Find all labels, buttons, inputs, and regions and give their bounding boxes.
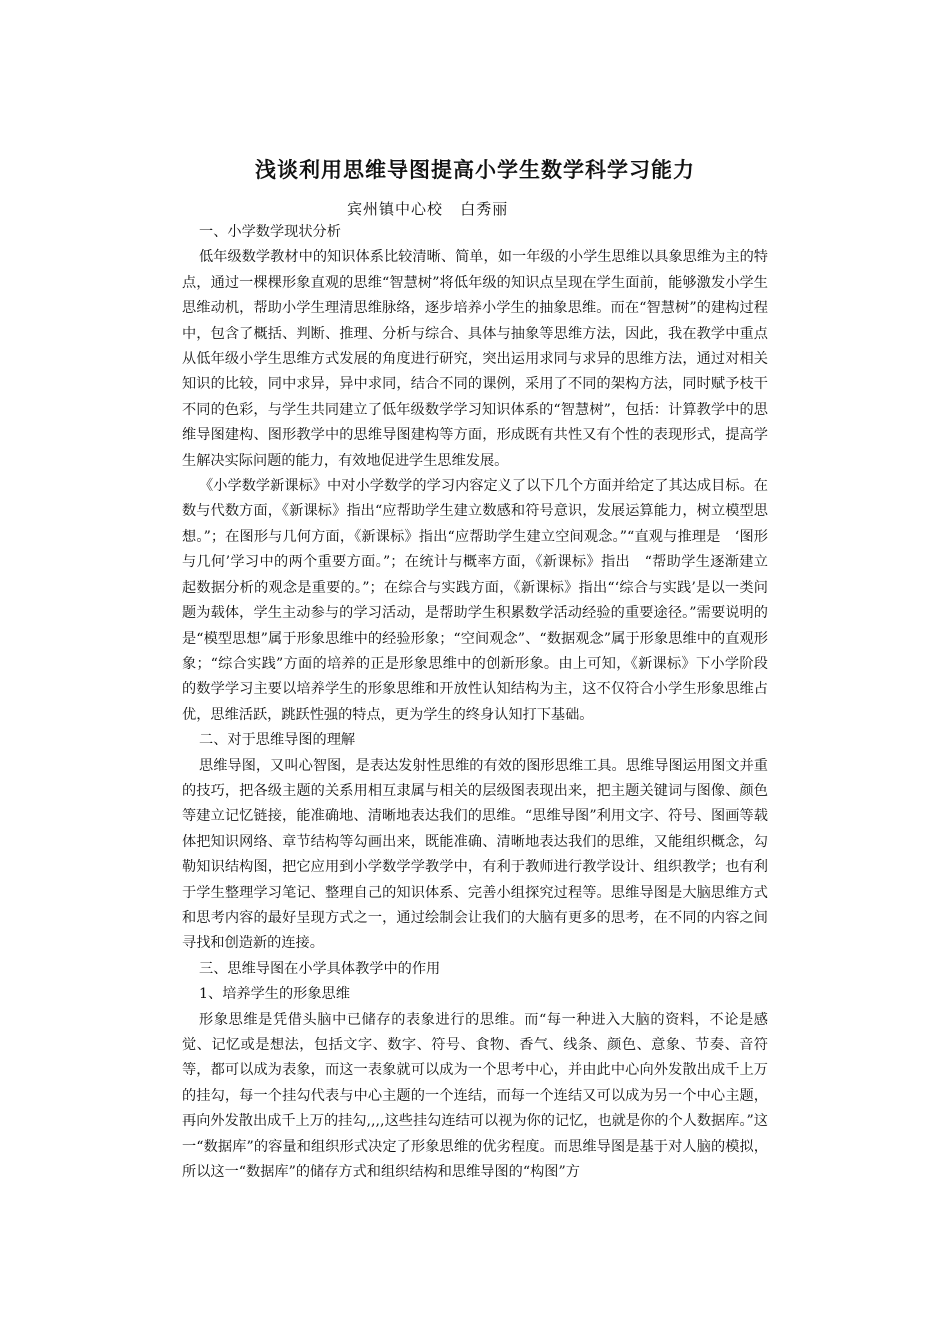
document-title: 浅谈利用思维导图提高小学生数学科学习能力 — [255, 158, 695, 182]
section-heading: 三、思维导图在小学具体教学中的作用 — [199, 960, 441, 977]
section-heading: 二、对于思维导图的理解 — [199, 732, 356, 749]
paragraph: 思维导图，又叫心智图，是表达发射性思维的有效的图形思维工具。思维导图运用图文并重的技巧，把各级主题的关系用相互隶属与相关的层级图表现出来，把主题关键词与图像、颜色等建立记忆链接，能准确地、清晰地表达我们的思维。“思维导图”利用文字、符号、图画等载体把知识网络、章节结构等勾画出来，既能准确、清晰地表达我们的思维，又能组织概念，勾勒知识结构图，把它应用到小学数学学教学中，有利于教师进行教学设计、组织教学；也有利于学生整理学习笔记、整理自己的知识体系、完善小组探究过程等。思维导图是大脑思维方式和思考内容的最好呈现方式之一，通过绘制会让我们的大脑有更多的思考，在不同的内容之间寻找和创造新的连接。 — [182, 757, 768, 952]
paragraph: 低年级数学教材中的知识体系比较清晰、简单，如一年级的小学生思维以具象思维为主的特点，通过一棵棵形象直观的思维“智慧树”将低年级的知识点呈现在学生面前，能够激发小学生思维动机，帮助小学生理清思维脉络，逐步培养小学生的抽象思维。而在“智慧树”的建构过程中，包含了概括、判断、推理、分析与综合、具体与抽象等思维方法，因此，我在教学中重点从低年级小学生思维方式发展的角度进行研究，突出运用求同与求异的思维方法，通过对相关知识的比较，同中求异，异中求同，结合不同的课例，采用了不同的架构方法，同时赋予枝干不同的色彩，与学生共同建立了低年级数学学习知识体系的“智慧树”，包括：计算教学中的思维导图建构、图形教学中的思维导图建构等方面，形成既有共性又有个性的表现形式，提高学生解决实际问题的能力，有效地促进学生思维发展。 — [182, 249, 768, 469]
section-heading: 一、小学数学现状分析 — [199, 224, 341, 240]
paragraph: 《小学数学新课标》中对小学数学的学习内容定义了以下几个方面并给定了其达成目标。在数与代数方面，《新课标》指出“应帮助学生建立数感和符号意识，发展运算能力，树立模型思想。”；在图形与几何方面，《新课标》指出“应帮助学生建立空间观念。”“直观与推理是 ‘图形与几何’学习中的两个重要方面。”；在统计与概率方面，《新课标》指出 “帮助学生逐渐建立起数据分析的观念是重要的。”；在综合与实践方面，《新课标》指出“‘综合与实践’是以一类问题为载体，学生主动参与的学习活动，是帮助学生积累数学活动经验的重要途径。”需要说明的是“模型思想”属于形象思维中的经验形象；“空间观念”、“数据观念”属于形象思维中的直观形象；“综合实践”方面的培养的正是形象思维中的创新形象。由上可知，《新课标》下小学阶段的数学学习主要以培养学生的形象思维和开放性认知结构为主，这不仅符合小学生形象思维占优，思维活跃，跳跃性强的特点，更为学生的终身认知打下基础。 — [182, 478, 768, 723]
document-author: 宾州镇中心校 白秀丽 — [347, 200, 509, 218]
document-body — [182, 220, 768, 1185]
paragraph: 形象思维是凭借头脑中已储存的表象进行的思维。而“每一种进入大脑的资料，不论是感觉、记忆或是想法，包括文字、数字、符号、食物、香气、线条、颜色、意象、节奏、音符等，都可以成为表象，而这一表象就可以成为一个思考中心，并由此中心向外发散出成千上万的挂勾，每一个挂勾代表与中心主题的一个连结，而每一个连结又可以成为另一个中心主题，再向外发散出成千上万的挂勾,,,,这些挂勾连结可以视为你的记忆，也就是你的个人数据库。”这一“数据库”的容量和组织形式决定了形象思维的优劣程度。而思维导图是基于对人脑的模拟，所以这一“数据库”的储存方式和组织结构和思维导图的“构图”方 — [182, 1011, 768, 1181]
subsection-heading: 1、培养学生的形象思维 — [199, 986, 350, 1003]
